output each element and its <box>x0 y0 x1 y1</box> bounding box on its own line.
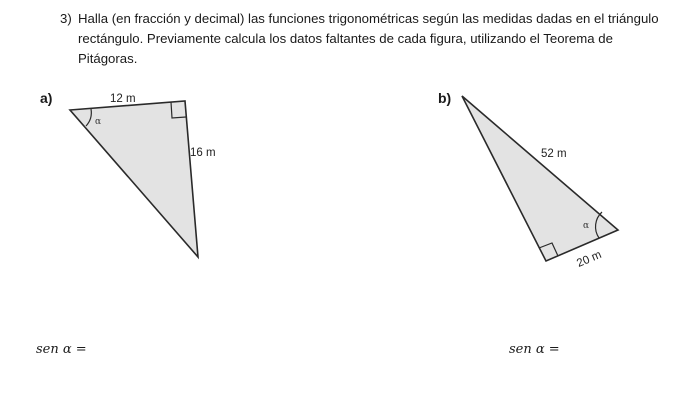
angle-label-a: α <box>95 117 102 127</box>
exercise-number: 3) <box>60 11 72 26</box>
side-top-label-a: 12 m <box>110 93 136 105</box>
formula-b: sen α = <box>509 342 560 357</box>
triangle-b-shape <box>462 96 618 261</box>
triangle-a <box>70 93 216 257</box>
figure-a-label: a) <box>40 90 53 106</box>
side-right-label-a: 16 m <box>190 147 216 159</box>
angle-label-b: α <box>583 221 590 231</box>
hypotenuse-label-b: 52 m <box>541 148 567 160</box>
triangle-b <box>462 96 618 270</box>
triangle-a-shape <box>70 101 198 257</box>
figure-b-label: b) <box>438 90 452 106</box>
exercise-text: Halla (en fracción y decimal) las funciones trigonométricas según las medidas dadas en el triángulo rectángulo. Previamente calcula los datos faltantes de cada figura, utilizando el Teorema de Pitágoras. <box>78 11 659 66</box>
side-bottom-label-b: 20 m <box>575 248 604 270</box>
formula-a: sen α = <box>36 342 87 357</box>
